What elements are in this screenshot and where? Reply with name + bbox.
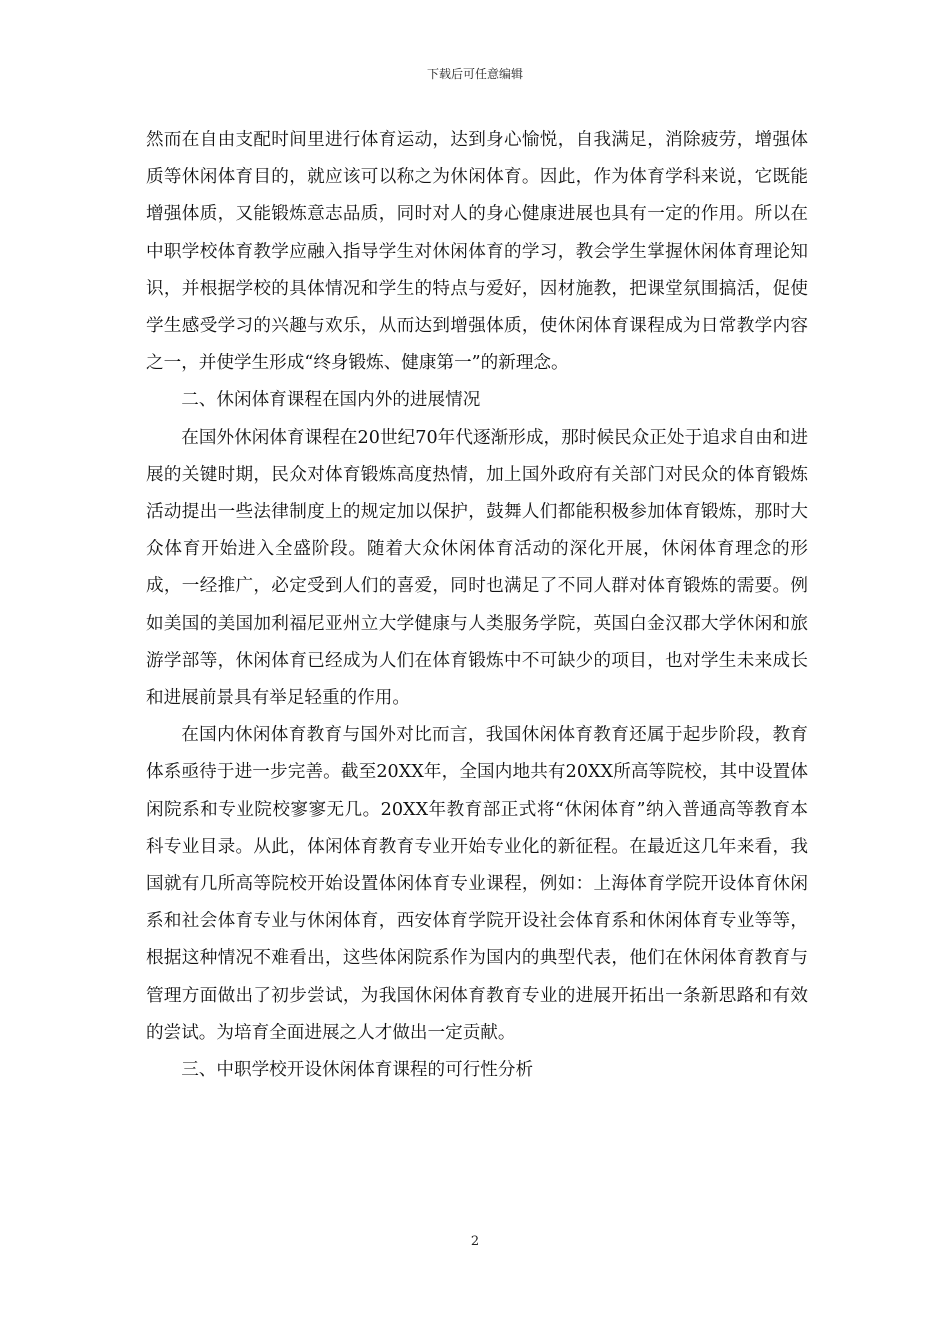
page-body [146, 122, 808, 1089]
body-paragraph-domestic: 在国内休闲体育教育与国外对比而言，我国休闲体育教育还属于起步阶段，教育体系亟待于进一步完善。截至20XX年，全国内地共有20XX所高等院校，其中设置体闲院系和专业院校寥寥无几。20XX年教育部正式将“休闲体育”纳入普通高等教育本科专业目录。从此，体闲体育教育专业开始专业化的新征程。在最近这几年来看，我国就有几所高等院校开始设置体闲体育专业课程，例如：上海体育学院开设体育休闲系和社会体育专业与休闲体育，西安体育学院开设社会体育系和休闲体育专业等等，根据这种情况不难看出，这些体闲院系作为国内的典型代表，他们在休闲体育教育与管理方面做出了初步尝试，为我国休闲体育教育专业的进展开拓出一条新思路和有效的尝试。为培育全面进展之人才做出一定贡献。 [146, 725, 808, 1043]
body-paragraph-abroad: 在国外休闲体育课程在20世纪70年代逐渐形成，那时候民众正处于追求自由和进展的关键时期，民众对体育锻炼高度热情，加上国外政府有关部门对民众的体育锻炼活动提出一些法律制度上的规定加以保护，鼓舞人们都能积极参加体育锻炼，那时大众体育开始进入全盛阶段。随着大众休闲体育活动的深化开展，休闲体育理念的形成，一经推广，必定受到人们的喜爱，同时也满足了不同人群对体育锻炼的需要。例如美国的美国加利福尼亚州立大学健康与人类服务学院，英国白金汉郡大学休闲和旅游学部等，休闲体育已经成为人们在体育锻炼中不可缺少的项目，也对学生未来成长和进展前景具有举足轻重的作用。 [146, 427, 808, 709]
section-heading-3: 三、中职学校开设休闲体育课程的可行性分析 [181, 1060, 534, 1081]
section-heading-2: 二、休闲体育课程在国内外的进展情况 [181, 390, 481, 411]
page-number: 2 [470, 1234, 480, 1249]
page-header: 下载后可任意编辑 [426, 67, 523, 81]
body-paragraph-continued: 然而在自由支配时间里进行体育运动，达到身心愉悦，自我满足，消除疲劳，增强体质等休闲体育目的，就应该可以称之为休闲体育。因此，作为体育学科来说，它既能增强体质，又能锻炼意志品质，同时对人的身心健康进展也具有一定的作用。所以在中职学校体育教学应融入指导学生对休闲体育的学习，教会学生掌握休闲体育理论知识，并根据学校的具体情况和学生的特点与爱好，因材施教，把课堂氛围搞活，促使学生感受学习的兴趣与欢乐，从而达到增强体质，使休闲体育课程成为日常教学内容之一，并使学生形成“终身锻炼、健康第一”的新理念。 [146, 130, 808, 374]
